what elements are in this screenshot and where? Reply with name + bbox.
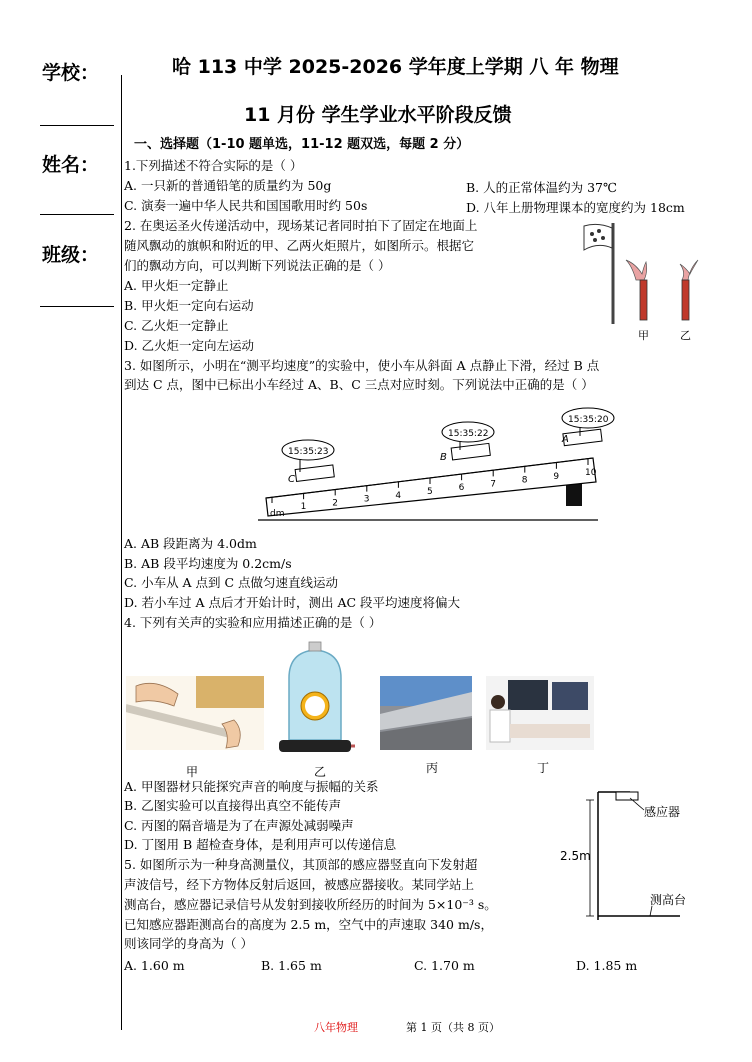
q1-stem: 1.下列描述不符合实际的是（ ） bbox=[124, 158, 303, 173]
point-c-label: C bbox=[288, 474, 295, 485]
image-ding-ultrasound bbox=[486, 676, 594, 750]
q3-option-a: A. AB 段距离为 4.0dm bbox=[124, 536, 257, 551]
q5-option-c: C. 1.70 m bbox=[414, 958, 475, 973]
ruler-tick-label: 8 bbox=[521, 475, 528, 486]
ruler-tick-label: 4 bbox=[395, 490, 402, 501]
torch-yi-label: 乙 bbox=[680, 329, 691, 342]
school-blank-line bbox=[40, 125, 114, 126]
sensor-label: 感应器 bbox=[644, 805, 681, 819]
platform-label: 测高台 bbox=[650, 893, 687, 907]
image-bing-sound-barrier bbox=[380, 676, 472, 750]
q5-stem-line2: 声波信号，经下方物体反射后返回，被感应器接收。某同学站上 bbox=[124, 877, 475, 892]
clock-c-time: 15:35:23 bbox=[288, 447, 329, 457]
q1-option-d: D. 八年上册物理课本的宽度约为 18cm bbox=[466, 200, 685, 215]
image-yi-bell-jar bbox=[275, 636, 355, 760]
ruler-tick-label: 7 bbox=[490, 479, 496, 490]
flag bbox=[584, 224, 612, 250]
q5-stem-line3: 测高台，感应器记录信号从发射到接收所经历的时间为 5×10⁻³ s。 bbox=[124, 897, 497, 912]
footer-page: 第 1 页（共 8 页） bbox=[406, 1021, 500, 1034]
q1-option-b: B. 人的正常体温约为 37℃ bbox=[466, 180, 617, 195]
incline-support bbox=[566, 482, 582, 506]
flag-torch-figure bbox=[576, 218, 706, 346]
incline-figure bbox=[258, 402, 618, 530]
section-heading: 一、选择题（1-10 题单选，11-12 题双选，每题 2 分） bbox=[134, 137, 470, 152]
caption-yi: 乙 bbox=[314, 765, 327, 779]
torch-jia bbox=[626, 260, 647, 320]
ruler-tick-label: 9 bbox=[553, 471, 560, 482]
q3-option-c: C. 小车从 A 点到 C 点做匀速直线运动 bbox=[124, 575, 339, 590]
q3-option-b: B. AB 段平均速度为 0.2cm/s bbox=[124, 556, 292, 571]
exam-subtitle: 11 月份 学生学业水平阶段反馈 bbox=[244, 104, 512, 126]
ruler-tick-label: 3 bbox=[363, 494, 370, 505]
q2-option-d: D. 乙火炬一定向左运动 bbox=[124, 338, 255, 353]
car-at-b bbox=[451, 443, 490, 460]
footer-subject: 八年物理 bbox=[314, 1021, 358, 1034]
ruler-tick-label: 2 bbox=[332, 498, 338, 509]
q2-stem-line1: 2. 在奥运圣火传递活动中，现场某记者同时拍下了固定在地面上 bbox=[124, 218, 478, 233]
class-blank-line bbox=[40, 306, 114, 307]
q5-stem-line1: 5. 如图所示为一种身高测量仪，其顶部的感应器竖直向下发射超 bbox=[124, 857, 478, 872]
height-label: 2.5m bbox=[560, 849, 591, 863]
torch-yi bbox=[680, 260, 698, 320]
car-at-c bbox=[295, 465, 334, 482]
q3-option-d: D. 若小车过 A 点后才开始计时，测出 AC 段平均速度将偏大 bbox=[124, 595, 461, 610]
sensor-box bbox=[616, 792, 638, 800]
school-label: 学校： bbox=[42, 62, 100, 84]
q2-option-b: B. 甲火炬一定向右运动 bbox=[124, 298, 254, 313]
q5-stem-line5: 则该同学的身高为（ ） bbox=[124, 936, 253, 951]
q4-option-c: C. 丙图的隔音墙是为了在声源处减弱噪声 bbox=[124, 818, 354, 833]
q2-option-a: A. 甲火炬一定静止 bbox=[124, 278, 229, 293]
q5-option-b: B. 1.65 m bbox=[261, 958, 322, 973]
q4-option-d: D. 丁图用 B 超检查身体，是利用声可以传递信息 bbox=[124, 837, 397, 852]
ruler-tick-label: 6 bbox=[458, 483, 465, 494]
q2-stem-line2: 随风飘动的旗帜和附近的甲、乙两火炬照片，如图所示。根据它 bbox=[124, 238, 475, 253]
image-jia-ruler-table bbox=[126, 676, 264, 750]
caption-jia: 甲 bbox=[186, 765, 199, 779]
q3-stem-line2: 到达 C 点，图中已标出小车经过 A、B、C 三点对应时刻。下列说法中正确的是（ ） bbox=[124, 377, 594, 392]
exam-title: 哈 113 中学 2025-2026 学年度上学期 八 年 物理 bbox=[172, 56, 619, 78]
q3-stem-line1: 3. 如图所示，小明在“测平均速度”的实验中，使小车从斜面 A 点静止下滑，经过 B 点 bbox=[124, 358, 600, 373]
torch-jia-label: 甲 bbox=[638, 329, 649, 342]
clock-b-time: 15:35:22 bbox=[448, 429, 489, 439]
q1-option-a: A. 一只新的普通铅笔的质量约为 50g bbox=[124, 178, 332, 193]
q4-option-b: B. 乙图实验可以直接得出真空不能传声 bbox=[124, 798, 342, 813]
q5-stem-line4: 已知感应器距测高台的高度为 2.5 m，空气中的声速取 340 m/s， bbox=[124, 917, 493, 932]
class-label: 班级： bbox=[42, 244, 100, 266]
q4-option-a: A. 甲图器材只能探究声音的响度与振幅的关系 bbox=[124, 779, 379, 794]
ruler-tick-label: 1 bbox=[300, 502, 307, 513]
ruler-unit: dm bbox=[270, 509, 285, 519]
q4-stem: 4. 下列有关声的实验和应用描述正确的是（ ） bbox=[124, 615, 382, 630]
ruler-tick-label: 5 bbox=[427, 487, 433, 497]
point-a-label: A bbox=[562, 434, 569, 445]
ruler-tick-label: 10 bbox=[585, 468, 597, 478]
q5-option-d: D. 1.85 m bbox=[576, 958, 638, 973]
point-b-label: B bbox=[440, 452, 447, 463]
q2-option-c: C. 乙火炬一定静止 bbox=[124, 318, 229, 333]
q5-option-a: A. 1.60 m bbox=[124, 958, 185, 973]
clock-a-time: 15:35:20 bbox=[568, 415, 609, 425]
caption-ding: 丁 bbox=[537, 761, 550, 775]
binding-line bbox=[121, 75, 122, 1030]
q2-stem-line3: 们的飘动方向，可以判断下列说法正确的是（ ） bbox=[124, 258, 391, 273]
height-meter-figure bbox=[560, 780, 710, 926]
name-label: 姓名： bbox=[42, 154, 100, 176]
q1-option-c: C. 演奏一遍中华人民共和国国歌用时约 50s bbox=[124, 198, 368, 213]
caption-bing: 丙 bbox=[426, 761, 439, 775]
name-blank-line bbox=[40, 214, 114, 215]
